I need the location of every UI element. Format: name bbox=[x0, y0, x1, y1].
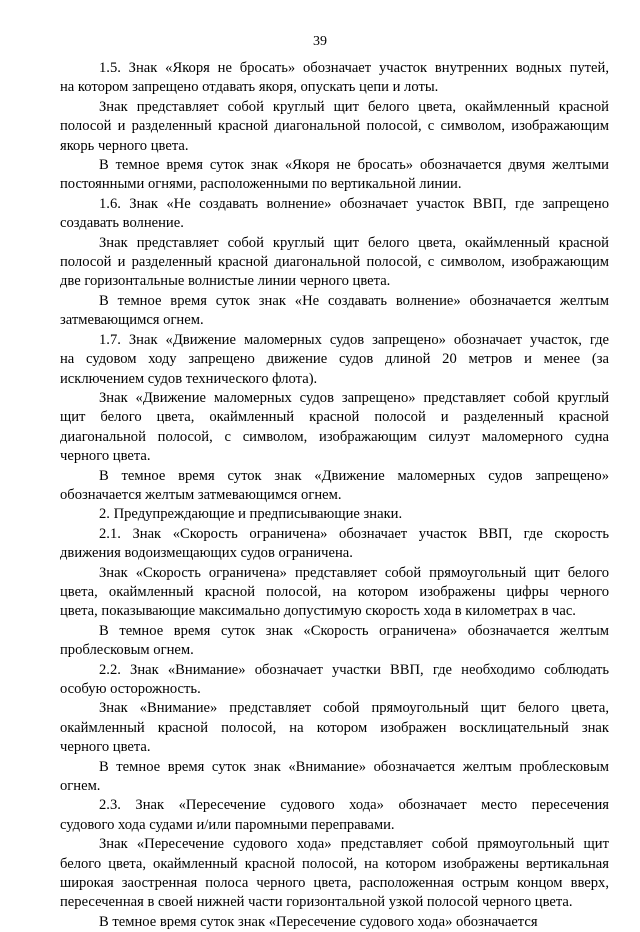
text-line: В темное время суток знак «Не создавать волнение» обозначается желтым bbox=[99, 292, 609, 309]
text-line: Знак «Внимание» представляет собой прямоугольный щит белого цвета, bbox=[99, 700, 609, 717]
paragraph bbox=[60, 195, 609, 234]
paragraph bbox=[60, 913, 609, 932]
paragraph bbox=[60, 622, 609, 661]
text-line: движения водоизмещающих судов ограничена. bbox=[60, 545, 353, 562]
text-line: две горизонтальные волнистые линии черного цвета. bbox=[60, 273, 391, 290]
text-line: окаймленный красной полосой, на котором изображен восклицательный знак bbox=[60, 719, 609, 736]
text-line: полосой и разделенный красной диагональной полосой, с символом, изображающим bbox=[60, 254, 609, 271]
paragraph bbox=[60, 661, 609, 700]
paragraph bbox=[60, 467, 609, 506]
text-line: В темное время суток знак «Якоря не бросать» обозначается двумя желтыми bbox=[99, 157, 609, 174]
text-line: В темное время суток знак «Пересечение судового хода» обозначается bbox=[99, 913, 538, 930]
text-line: судового хода судами и/или паромными переправами. bbox=[60, 816, 395, 833]
text-line: на судовом ходу запрещено движение судов длиной 20 метров и менее (за bbox=[60, 351, 609, 368]
text-line: В темное время суток знак «Скорость ограничена» обозначается желтым bbox=[99, 622, 609, 639]
paragraph bbox=[60, 331, 609, 389]
text-line: 2.2. Знак «Внимание» обозначает участки ВВП, где необходимо соблюдать bbox=[99, 661, 609, 678]
document-body bbox=[60, 59, 609, 932]
paragraph bbox=[60, 505, 609, 524]
text-line: затмевающимся огнем. bbox=[60, 312, 204, 329]
page-number: 39 bbox=[313, 34, 327, 49]
text-line: обозначается желтым затмевающимся огнем. bbox=[60, 486, 342, 503]
text-line: Знак «Движение маломерных судов запрещено» представляет собой круглый bbox=[99, 389, 609, 406]
text-line: исключением судов технического флота). bbox=[60, 370, 318, 387]
text-line: В темное время суток знак «Внимание» обозначается желтым проблесковым bbox=[99, 758, 609, 775]
text-line: проблесковым огнем. bbox=[60, 642, 194, 659]
paragraph bbox=[60, 59, 609, 98]
text-line: 1.6. Знак «Не создавать волнение» обозначает участок ВВП, где запрещено bbox=[99, 195, 609, 212]
paragraph bbox=[60, 389, 609, 467]
text-line: 2.3. Знак «Пересечение судового хода» обозначает место пересечения bbox=[99, 797, 609, 814]
text-line: цвета, показывающие максимально допустимую скорость хода в километрах в час. bbox=[60, 603, 576, 620]
paragraph bbox=[60, 525, 609, 564]
text-line: Знак «Скорость ограничена» представляет собой прямоугольный щит белого bbox=[99, 564, 609, 581]
text-line: Знак представляет собой круглый щит белого цвета, окаймленный красной bbox=[99, 98, 609, 115]
text-line: пересеченная в своей нижней части горизонтальной узкой полосой черного цвета. bbox=[60, 894, 573, 911]
paragraph bbox=[60, 234, 609, 292]
text-line: В темное время суток знак «Движение маломерных судов запрещено» bbox=[99, 467, 609, 484]
paragraph bbox=[60, 699, 609, 757]
text-line: 2. Предупреждающие и предписывающие знаки. bbox=[99, 506, 403, 523]
text-line: полосой и разделенный красной диагональной полосой, с символом, изображающим bbox=[60, 118, 609, 135]
text-line: черного цвета. bbox=[60, 739, 151, 756]
text-line: якорь черного цвета. bbox=[60, 137, 189, 154]
paragraph bbox=[60, 156, 609, 195]
text-line: белого цвета, окаймленный красной полосой, на котором изображены вертикальная bbox=[60, 855, 609, 872]
text-line: 1.5. Знак «Якоря не бросать» обозначает участок внутренних водных путей, bbox=[99, 60, 609, 76]
text-line: на котором запрещено отдавать якоря, опускать цепи и лоты. bbox=[60, 79, 439, 96]
text-line: 1.7. Знак «Движение маломерных судов запрещено» обозначает участок, где bbox=[99, 331, 609, 348]
text-line: огнем. bbox=[60, 778, 101, 795]
text-line: цвета, окаймленный красной полосой, на котором изображены цифры черного bbox=[60, 583, 609, 600]
text-line: диагональной полосой, с символом, изображающим силуэт маломерного судна bbox=[60, 428, 609, 445]
paragraph bbox=[60, 98, 609, 156]
text-line: особую осторожность. bbox=[60, 681, 201, 697]
paragraph bbox=[60, 758, 609, 797]
text-line: щит белого цвета, окаймленный красной полосой и разделенный красной bbox=[60, 409, 609, 426]
text-line: Знак «Пересечение судового хода» представляет собой прямоугольный щит bbox=[99, 836, 609, 853]
paragraph bbox=[60, 796, 609, 835]
text-line: черного цвета. bbox=[60, 448, 151, 465]
text-line: постоянными огнями, расположенными по вертикальной линии. bbox=[60, 176, 462, 193]
paragraph bbox=[60, 835, 609, 913]
paragraph bbox=[60, 292, 609, 331]
text-line: широкая заостренная полоса черного цвета, расположенная острым концом вверх, bbox=[60, 875, 609, 892]
text-line: 2.1. Знак «Скорость ограничена» обозначает участок ВВП, где скорость bbox=[99, 525, 609, 542]
text-line: создавать волнение. bbox=[60, 215, 184, 232]
text-line: Знак представляет собой круглый щит белого цвета, окаймленный красной bbox=[99, 234, 609, 251]
paragraph bbox=[60, 564, 609, 622]
